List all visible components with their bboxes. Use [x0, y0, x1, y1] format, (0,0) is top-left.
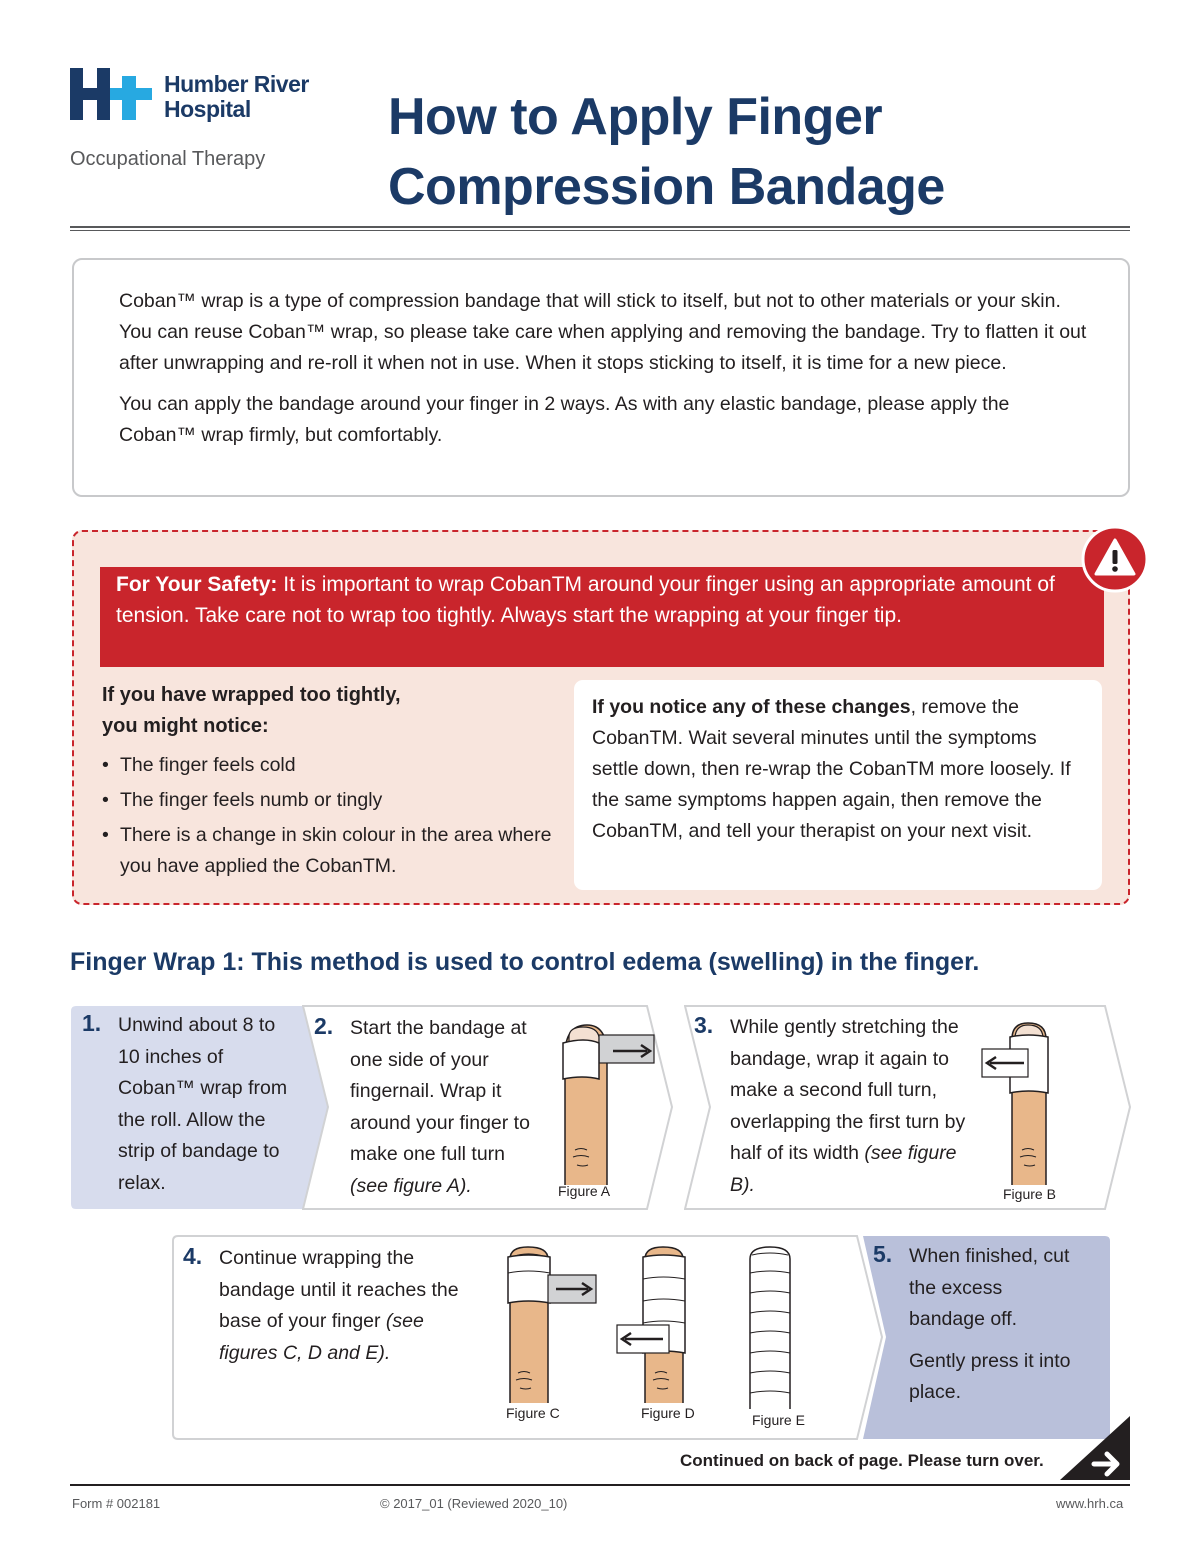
step-5: [873, 1241, 1073, 1409]
logo-line-1: Humber River: [164, 71, 309, 97]
intro-paragraph-2: You can apply the bandage around your finger in 2 ways. As with any elastic bandage, please apply the Coban™ wrap firmly, but comfortably.: [119, 393, 1010, 446]
logo-line-2: Hospital: [164, 96, 251, 122]
figure-e-caption: Figure E: [752, 1412, 805, 1428]
step-number: 3.: [694, 1012, 714, 1038]
step-text: [730, 1012, 974, 1201]
department-label: Occupational Therapy: [70, 148, 266, 170]
step-4: [183, 1243, 473, 1369]
step-text-1: When finished, cut the excess bandage off.: [909, 1245, 1070, 1330]
hospital-cross-logo-icon: [70, 68, 152, 120]
figure-reference: (see figure A).: [350, 1174, 472, 1197]
figure-reference: (see figure B).: [730, 1142, 957, 1196]
figure-d-caption: Figure D: [641, 1405, 695, 1421]
footer-divider: [70, 1484, 1130, 1486]
figure-e-finger-illustration: [740, 1243, 810, 1411]
safety-box: [72, 530, 1130, 905]
safety-banner-label: For Your Safety:: [116, 573, 278, 596]
symptoms-heading-line-2: you might notice:: [102, 715, 269, 737]
tight-wrap-symptoms: [102, 680, 552, 886]
symptoms-heading: [102, 680, 552, 742]
step-2: [314, 1013, 544, 1202]
website-link[interactable]: www.hrh.ca: [1056, 1496, 1124, 1511]
hospital-logo: [70, 68, 360, 128]
logo-wordmark: [164, 72, 309, 122]
turn-over-arrow-icon: [1060, 1416, 1130, 1480]
list-item: • There is a change in skin colour in the area where you have applied the CobanTM.: [102, 820, 552, 882]
intro-box: [72, 258, 1130, 497]
figure-b-caption: Figure B: [1003, 1186, 1056, 1202]
step-3: [694, 1012, 974, 1201]
figure-c-caption: Figure C: [506, 1405, 560, 1421]
figure-c-finger-illustration: [500, 1243, 600, 1403]
figure-b-finger-illustration: [980, 1015, 1070, 1185]
figure-a-finger-illustration: [555, 1015, 660, 1185]
step-number: 1.: [82, 1010, 102, 1036]
page-title: [388, 82, 1088, 222]
step-text: [219, 1243, 473, 1369]
figure-a-caption: Figure A: [558, 1183, 611, 1199]
step-number: 2.: [314, 1013, 334, 1039]
action-bold-text: If you notice any of these changes: [592, 696, 911, 718]
title-line-1: How to Apply Finger: [388, 88, 883, 146]
copyright: © 2017_01 (Reviewed 2020_10): [380, 1496, 568, 1511]
symptoms-action-box: [574, 680, 1102, 890]
step-text: Unwind about 8 to 10 inches of Coban™ wrap from the roll. Allow the strip of bandage to relax.: [118, 1014, 288, 1194]
step-text: [350, 1013, 544, 1202]
step-text-body: Start the bandage at one side of your fingernail. Wrap it around your finger to make one full turn: [350, 1017, 530, 1165]
safety-banner-text: It is important to wrap CobanTM around your finger using an appropriate amount of tension. Take care not to wrap too tightly. Always start the wrapping at your finger tip.: [116, 573, 1055, 627]
step-text-body: Continue wrapping the bandage until it reaches the base of your finger: [219, 1247, 459, 1332]
warning-icon: [1080, 524, 1150, 594]
step-text-2: Gently press it into place.: [909, 1349, 1071, 1403]
figure-d-finger-illustration: [615, 1243, 715, 1403]
symptoms-heading-line-1: If you have wrapped too tightly,: [102, 684, 401, 706]
symptoms-list: [102, 750, 552, 882]
step-number: 5.: [873, 1241, 893, 1267]
header-divider: [70, 226, 1130, 231]
continued-note: Continued on back of page. Please turn over.: [680, 1451, 1044, 1470]
action-text: , remove the CobanTM. Wait several minutes until the symptoms settle down, then re-wrap the CobanTM more loosely. If the same symptoms happen again, then remove the CobanTM, and tell your therapist on your next visit.: [592, 696, 1071, 842]
step-text-body: While gently stretching the bandage, wrap it again to make a second full turn, overlapping the first turn by half of its width: [730, 1016, 966, 1164]
safety-banner: [100, 567, 1104, 667]
step-1: [82, 1010, 302, 1199]
intro-paragraph-1: Coban™ wrap is a type of compression bandage that will stick to itself, but not to other materials or your skin. You can reuse Coban™ wrap, so please take care when applying and removing the bandage. Try to flatten it out after unwrapping and re-roll it when not in use. When it stops sticking to itself, it is time for a new piece.: [119, 290, 1087, 374]
list-item: • The finger feels cold: [102, 750, 552, 781]
form-number: Form # 002181: [72, 1496, 161, 1511]
title-line-2: Compression Bandage: [388, 158, 945, 216]
section-heading: Finger Wrap 1: This method is used to control edema (swelling) in the finger.: [70, 948, 980, 976]
step-number: 4.: [183, 1243, 203, 1269]
figure-reference: (see figures C, D and E).: [219, 1310, 424, 1364]
list-item: • The finger feels numb or tingly: [102, 785, 552, 816]
